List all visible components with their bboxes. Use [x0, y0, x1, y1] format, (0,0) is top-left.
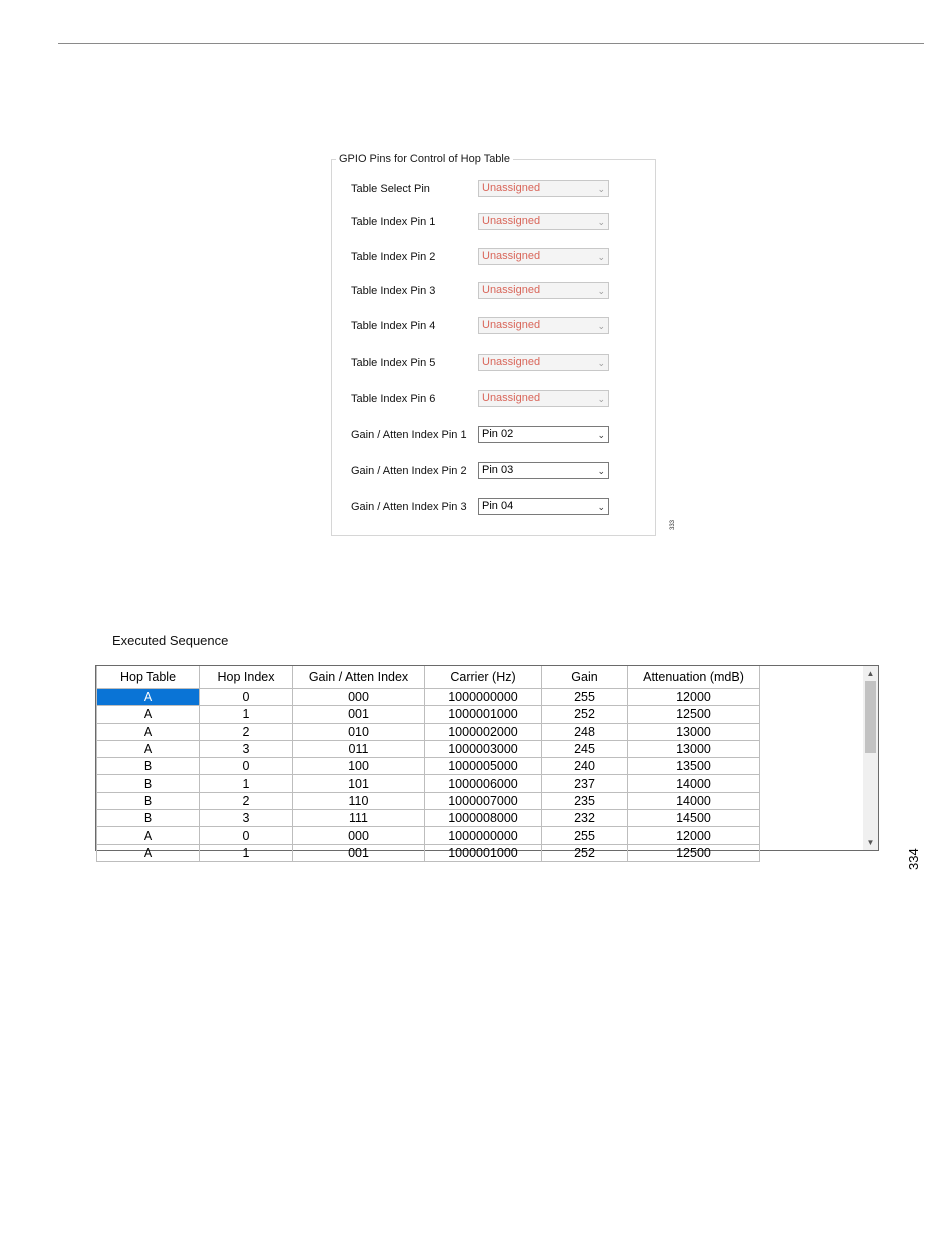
table-cell[interactable]: 0 [200, 827, 293, 844]
table-cell[interactable]: 000 [293, 827, 425, 844]
sequence-table [96, 666, 760, 862]
table-cell[interactable]: 100 [293, 758, 425, 775]
table-row[interactable] [97, 775, 760, 792]
pin-label: Table Index Pin 2 [351, 251, 436, 263]
table-cell[interactable]: 248 [542, 723, 628, 740]
pin-label: Table Index Pin 4 [351, 320, 436, 332]
pin-label: Table Index Pin 5 [351, 357, 436, 369]
table-cell[interactable]: 1000006000 [425, 775, 542, 792]
table-cell[interactable]: 252 [542, 844, 628, 861]
table-cell[interactable]: 12500 [628, 706, 760, 723]
table-cell[interactable]: 232 [542, 810, 628, 827]
table-cell[interactable]: 1000003000 [425, 740, 542, 757]
table-index-pin-2-dropdown[interactable] [478, 248, 609, 265]
table-cell[interactable]: 1000007000 [425, 792, 542, 809]
page-number: 334 [906, 848, 921, 870]
gpio-groupbox [331, 153, 656, 536]
table-index-pin-1-dropdown[interactable] [478, 213, 609, 230]
table-cell[interactable]: 3 [200, 740, 293, 757]
table-cell[interactable]: A [97, 844, 200, 861]
chevron-down-icon: ⌄ [597, 184, 605, 194]
table-cell[interactable]: 14000 [628, 792, 760, 809]
dropdown-value: Unassigned [482, 319, 541, 331]
table-index-pin-2-row [332, 248, 655, 268]
column-header-gain-atten-index[interactable]: Gain / Atten Index [293, 666, 425, 689]
gain-atten-index-pin-3-dropdown[interactable] [478, 498, 609, 515]
pin-label: Table Select Pin [351, 183, 430, 195]
table-index-pin-3-row [332, 282, 655, 302]
dropdown-value: Pin 03 [482, 464, 514, 476]
table-cell[interactable]: 1000005000 [425, 758, 542, 775]
chevron-down-icon: ⌄ [597, 286, 605, 296]
pin-label: Table Index Pin 6 [351, 393, 436, 405]
table-cell[interactable]: 14000 [628, 775, 760, 792]
table-cell[interactable]: 12500 [628, 844, 760, 861]
table-cell[interactable]: 001 [293, 706, 425, 723]
pin-label: Gain / Atten Index Pin 2 [351, 465, 467, 477]
table-cell[interactable]: 101 [293, 775, 425, 792]
table-cell[interactable]: 12000 [628, 689, 760, 706]
table-cell[interactable]: 000 [293, 689, 425, 706]
chevron-down-icon: ⌄ [597, 321, 605, 331]
dropdown-value: Pin 04 [482, 500, 514, 512]
table-index-pin-5-dropdown[interactable] [478, 354, 609, 371]
table-cell[interactable]: 245 [542, 740, 628, 757]
gain-atten-index-pin-1-dropdown[interactable] [478, 426, 609, 443]
table-cell[interactable]: A [97, 827, 200, 844]
table-cell[interactable]: 13000 [628, 723, 760, 740]
table-cell[interactable]: 1000000000 [425, 827, 542, 844]
table-cell[interactable]: 14500 [628, 810, 760, 827]
table-cell[interactable]: B [97, 758, 200, 775]
gpio-groupbox-title: GPIO Pins for Control of Hop Table [336, 152, 513, 166]
chevron-down-icon: ⌄ [597, 394, 605, 404]
pin-label: Gain / Atten Index Pin 1 [351, 429, 467, 441]
chevron-down-icon: ⌄ [597, 252, 605, 262]
vertical-scrollbar[interactable] [863, 666, 878, 850]
column-header-carrier[interactable]: Carrier (Hz) [425, 666, 542, 689]
dropdown-value: Pin 02 [482, 428, 514, 440]
table-cell[interactable]: 1000000000 [425, 689, 542, 706]
scroll-up-icon[interactable]: ▲ [866, 669, 875, 678]
figure-code: 333 [670, 519, 676, 530]
table-cell[interactable]: 2 [200, 723, 293, 740]
table-cell[interactable]: 1 [200, 706, 293, 723]
table-row[interactable] [97, 689, 760, 706]
chevron-down-icon: ⌄ [597, 502, 605, 512]
column-header-hop-index[interactable]: Hop Index [200, 666, 293, 689]
dropdown-value: Unassigned [482, 356, 541, 368]
table-cell[interactable]: 110 [293, 792, 425, 809]
dropdown-value: Unassigned [482, 215, 541, 227]
dropdown-value: Unassigned [482, 182, 541, 194]
column-header-hop-table[interactable]: Hop Table [97, 666, 200, 689]
table-cell[interactable]: A [97, 706, 200, 723]
gain-atten-index-pin-3-row [332, 498, 655, 518]
table-row[interactable] [97, 758, 760, 775]
table-cell[interactable]: 13500 [628, 758, 760, 775]
table-cell[interactable]: 0 [200, 689, 293, 706]
gain-atten-index-pin-2-row [332, 462, 655, 482]
table-cell[interactable]: 13000 [628, 740, 760, 757]
pin-label: Gain / Atten Index Pin 3 [351, 501, 467, 513]
table-cell[interactable]: 1 [200, 775, 293, 792]
table-cell[interactable]: 235 [542, 792, 628, 809]
table-row[interactable] [97, 810, 760, 827]
chevron-down-icon: ⌄ [597, 217, 605, 227]
table-cell[interactable]: 011 [293, 740, 425, 757]
table-cell[interactable]: 255 [542, 689, 628, 706]
scroll-down-icon[interactable]: ▼ [866, 838, 875, 847]
dropdown-value: Unassigned [482, 250, 541, 262]
table-cell[interactable]: 240 [542, 758, 628, 775]
chevron-down-icon: ⌄ [597, 358, 605, 368]
table-cell[interactable]: 3 [200, 810, 293, 827]
pin-label: Table Index Pin 1 [351, 216, 436, 228]
table-row[interactable] [97, 723, 760, 740]
table-cell[interactable]: 252 [542, 706, 628, 723]
table-index-pin-3-dropdown[interactable] [478, 282, 609, 299]
table-cell[interactable]: 1 [200, 844, 293, 861]
table-cell[interactable]: 2 [200, 792, 293, 809]
column-header-gain[interactable]: Gain [542, 666, 628, 689]
table-index-pin-6-dropdown[interactable] [478, 390, 609, 407]
table-index-pin-4-row [332, 317, 655, 337]
column-header-attenuation[interactable]: Attenuation (mdB) [628, 666, 760, 689]
table-cell[interactable]: 001 [293, 844, 425, 861]
table-row[interactable] [97, 740, 760, 757]
table-index-pin-5-row [332, 354, 655, 374]
table-cell[interactable]: 1000002000 [425, 723, 542, 740]
table-cell[interactable]: 1000008000 [425, 810, 542, 827]
table-cell[interactable]: 1000001000 [425, 844, 542, 861]
top-rule [58, 43, 924, 44]
table-index-pin-4-dropdown[interactable] [478, 317, 609, 334]
chevron-down-icon: ⌄ [597, 466, 605, 476]
pin-label: Table Index Pin 3 [351, 285, 436, 297]
table-cell[interactable]: 255 [542, 827, 628, 844]
scroll-thumb[interactable] [865, 681, 876, 753]
table-cell[interactable]: A [97, 689, 200, 706]
table-cell[interactable]: B [97, 810, 200, 827]
dropdown-value: Unassigned [482, 284, 541, 296]
table-index-pin-6-row [332, 390, 655, 410]
table-row[interactable] [97, 844, 760, 861]
table-select-pin-dropdown[interactable] [478, 180, 609, 197]
table-cell[interactable]: 0 [200, 758, 293, 775]
table-cell[interactable]: 1000001000 [425, 706, 542, 723]
table-row[interactable] [97, 792, 760, 809]
executed-sequence-title: Executed Sequence [112, 633, 229, 648]
table-cell[interactable]: 010 [293, 723, 425, 740]
chevron-down-icon: ⌄ [597, 430, 605, 440]
table-cell[interactable]: 12000 [628, 827, 760, 844]
dropdown-value: Unassigned [482, 392, 541, 404]
table-row[interactable] [97, 827, 760, 844]
executed-sequence-grid [95, 665, 879, 860]
table-cell[interactable]: A [97, 740, 200, 757]
table-index-pin-1-row [332, 213, 655, 233]
table-row[interactable] [97, 706, 760, 723]
table-header-row [97, 666, 760, 689]
table-cell[interactable]: B [97, 792, 200, 809]
gain-atten-index-pin-1-row [332, 426, 655, 446]
table-select-pin-row [332, 180, 655, 200]
gain-atten-index-pin-2-dropdown[interactable] [478, 462, 609, 479]
table-cell[interactable]: 111 [293, 810, 425, 827]
table-cell[interactable]: 237 [542, 775, 628, 792]
table-cell[interactable]: B [97, 775, 200, 792]
table-cell[interactable]: A [97, 723, 200, 740]
